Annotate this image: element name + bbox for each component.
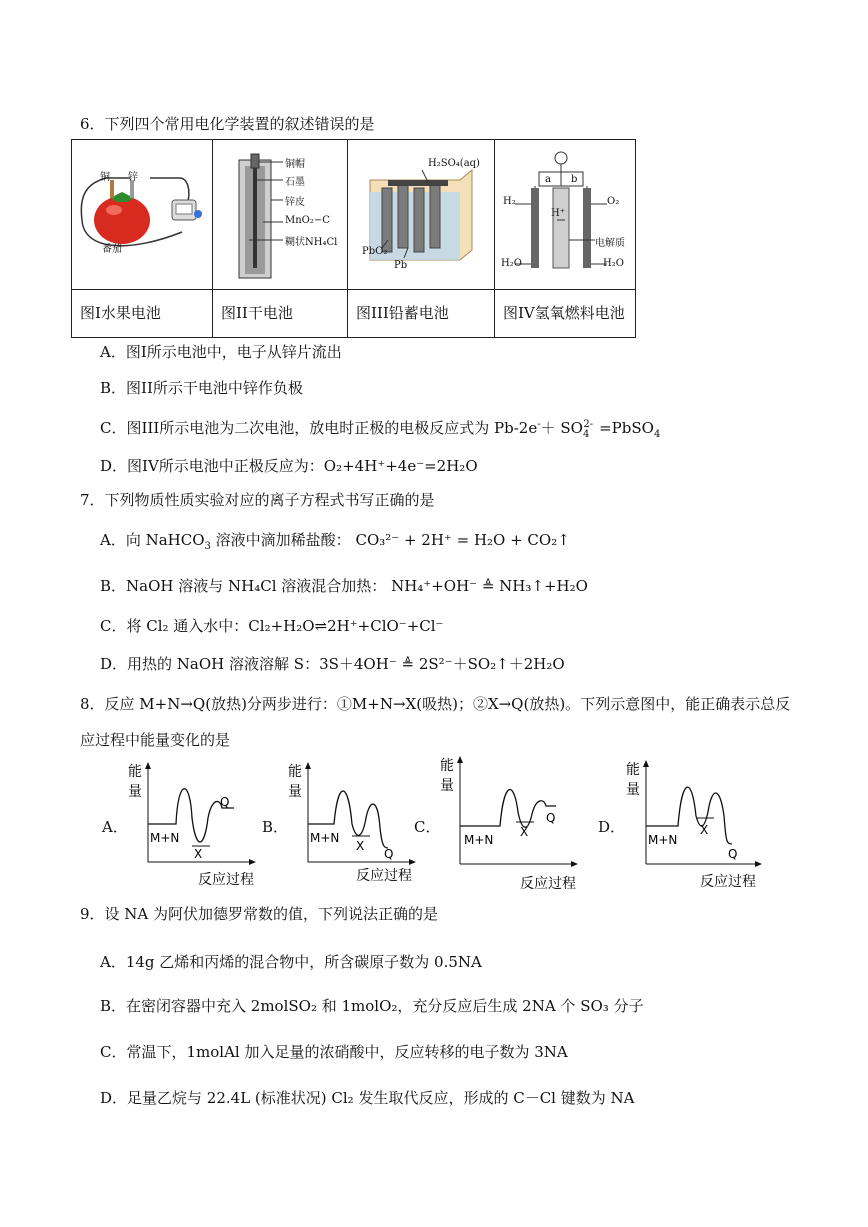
q7-option-c: C．将 Cl₂ 通入水中：Cl₂+H₂O⇌2H⁺+ClO⁻+Cl⁻ (100, 617, 444, 635)
energy-diagram-a (124, 758, 264, 890)
figure-dry-cell (213, 140, 348, 338)
label-h2so4: H₂SO₄(aq) (428, 158, 480, 169)
ylabel-a-2: 量 (128, 784, 142, 800)
label-zinc: 锌 (128, 172, 138, 183)
energy-diagram-c (436, 752, 586, 892)
q9-option-b: B．在密闭容器中充入 2molSO₂ 和 1molO₂，充分反应后生成 2NA 个 SO₃ 分子 (100, 997, 644, 1015)
start-b: M+N (310, 831, 340, 845)
energy-diagram-b (284, 758, 424, 890)
xlabel-a: 反应过程 (198, 872, 254, 888)
figure-fruit-battery (72, 140, 213, 338)
energy-diagram-d (622, 756, 772, 892)
q7-option-a: A．向 NaHCO$_3$ 溶液中滴加稀盐酸： CO₃²⁻ + 2H⁺ = H₂O + CO₂↑ (100, 531, 570, 552)
figure-fuel-cell (495, 140, 636, 338)
caption-fig1: 图I水果电池 (72, 289, 212, 337)
caption-fig3: 图III铅蓄电池 (348, 289, 494, 337)
plus-sign: ＋ (540, 419, 556, 437)
ylabel-d-2: 量 (626, 782, 640, 798)
ylabel-b-1: 能 (288, 764, 302, 780)
q8-stem-line2: 应过程中能量变化的是 (80, 731, 231, 749)
q8-diagram-d-letter: D． (598, 818, 626, 836)
q9-stem: 9．设 NA 为阿伏加德罗常数的值，下列说法正确的是 (80, 905, 439, 923)
q8-diagram-a-letter: A． (102, 818, 128, 836)
q8-diagram-c-letter: C． (414, 818, 441, 836)
q9-option-d: D．足量乙烷与 22.4L (标准状况) Cl₂ 发生取代反应，形成的 C－Cl 键数为 NA (100, 1089, 635, 1107)
ylabel-d-1: 能 (626, 762, 640, 778)
label-mno2: MnO₂−C (285, 215, 330, 226)
q6-option-c: C．图III所示电池为二次电池，放电时正极的电极反应式为 $Pb-2e^-+ SO_4^{2-}$ =PbSO$_4$ (100, 419, 661, 440)
mid-c: X (520, 825, 529, 839)
label-b: b (571, 174, 578, 185)
q8-stem-line1: 8．反应 M+N→Q(放热)分两步进行：①M+N→X(吸热)；②X→Q(放热)。下列示意图中，能正确表示总反 (80, 695, 791, 713)
q7-b-equation: NH₄⁺+OH⁻ ≜ NH₃↑+H₂O (391, 577, 588, 595)
q9-option-a: A．14g 乙烯和丙烯的混合物中，所含碳原子数为 0.5NA (100, 953, 482, 971)
ylabel-c-1: 能 (440, 758, 454, 774)
start-a: M+N (150, 831, 180, 845)
end-c: Q (546, 811, 556, 825)
q7-a-middle: 溶液中滴加稀盐酸： (210, 531, 351, 549)
label-tomato: 番茄 (102, 244, 122, 255)
label-h2o-left: H₂O (501, 258, 522, 269)
start-c: M+N (464, 833, 494, 847)
label-zinc-shell: 锌皮 (285, 197, 305, 208)
mid-d: X (700, 823, 709, 837)
label-a: a (545, 174, 551, 185)
label-pbo2: PbO₂ (362, 246, 388, 257)
q7-option-b (100, 576, 588, 596)
q7-option-d (100, 654, 565, 674)
caption-fig4: 图IV氢氧燃料电池 (495, 289, 635, 337)
fruit-battery-image (72, 140, 212, 289)
end-d: Q (728, 847, 738, 861)
label-graphite: 石墨 (285, 177, 305, 188)
q8-diagram-b-letter: B． (262, 818, 289, 836)
battery-figure-table (71, 139, 636, 338)
label-pb: Pb (394, 260, 408, 271)
end-a: Q (220, 795, 230, 809)
q7-d-prefix: D．用热的 NaOH 溶液溶解 (100, 655, 290, 673)
q7-a-equation: CO₃²⁻ + 2H⁺ = H₂O + CO₂↑ (355, 531, 570, 549)
mid-b: X (356, 839, 365, 853)
caption-fig2: 图II干电池 (213, 289, 347, 337)
mid-a: X (194, 847, 203, 861)
pbso4-product: =PbSO (599, 419, 654, 437)
figure-lead-acid (348, 140, 495, 338)
end-b: Q (384, 847, 394, 861)
q7-b-prefix: B．NaOH 溶液与 NH₄Cl 溶液混合加热： (100, 577, 387, 595)
start-d: M+N (648, 833, 678, 847)
q7-a-prefix: A．向 NaHCO (100, 531, 205, 549)
xlabel-b: 反应过程 (356, 868, 412, 884)
ylabel-c-2: 量 (440, 778, 454, 794)
q6-stem: 6．下列四个常用电化学装置的叙述错误的是 (80, 115, 375, 133)
label-h2o-right: H₂O (603, 258, 624, 269)
label-h-ion: H⁺ (551, 208, 565, 219)
q6-option-d: D．图IV所示电池中正极反应为：O₂+4H⁺+4e⁻=2H₂O (100, 457, 478, 475)
q7-stem: 7．下列物质性质实验对应的离子方程式书写正确的是 (80, 491, 435, 509)
ylabel-a-1: 能 (128, 764, 142, 780)
xlabel-d: 反应过程 (700, 874, 756, 890)
q6-option-b: B．图II所示干电池中锌作负极 (100, 379, 303, 397)
label-copper-cap: 铜帽 (285, 159, 305, 170)
label-o2: O₂ (607, 196, 620, 207)
q6-option-c-text: C．图III所示电池为二次电池，放电时正极的电极反应式为 Pb-2e (100, 419, 538, 437)
q6-option-a: A．图I所示电池中，电子从锌片流出 (100, 343, 342, 361)
sulfate-ion: SO (560, 419, 583, 437)
label-h2: H₂ (503, 196, 516, 207)
ylabel-b-2: 量 (288, 784, 302, 800)
xlabel-c: 反应过程 (520, 876, 576, 892)
q7-d-equation: S：3S＋4OH⁻ ≜ 2S²⁻＋SO₂↑＋2H₂O (293, 655, 565, 673)
label-nh4cl: 糊状NH₄Cl (285, 237, 338, 248)
q9-option-c: C．常温下，1molAl 加入足量的浓硝酸中，反应转移的电子数为 3NA (100, 1043, 568, 1061)
label-copper: 铜 (100, 172, 110, 183)
label-electrolyte: 电解质 (595, 238, 625, 249)
